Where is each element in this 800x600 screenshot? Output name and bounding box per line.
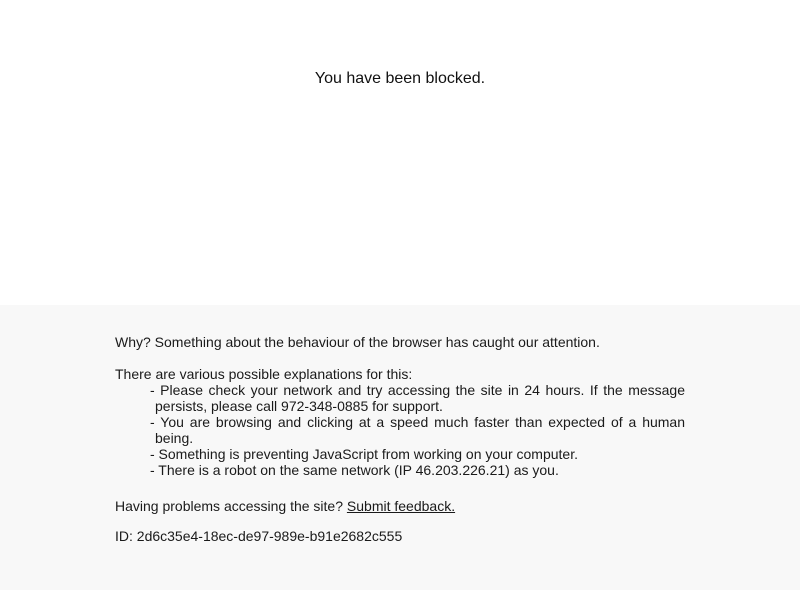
submit-feedback-link[interactable]: Submit feedback. (346, 498, 456, 514)
details-panel (0, 305, 800, 590)
reason-item: - There is a robot on the same network (IP 46.203.226.21) as you. (150, 462, 559, 478)
why-text: Why? Something about the behaviour of the browser has caught our attention. (115, 334, 600, 350)
problems-line (115, 498, 685, 514)
reason-item: - Please check your network and try accessing the site in 24 hours. If the message persists, please call 972-348-0885 for support. (150, 382, 685, 414)
id-line (115, 528, 685, 544)
id-label: ID: (115, 528, 133, 544)
id-value: 2d6c35e4-18ec-de97-989e-b91e2682c555 (136, 528, 403, 544)
explanations-intro: There are various possible explanations for this: (115, 366, 413, 382)
reasons-list (115, 382, 685, 478)
reason-item: - Something is preventing JavaScript from working on your computer. (150, 446, 578, 462)
page-title: You have been blocked. (314, 70, 486, 87)
details-content (115, 334, 685, 544)
reason-item: - You are browsing and clicking at a speed much faster than expected of a human being. (150, 414, 685, 446)
problems-text: Having problems accessing the site? (115, 498, 344, 514)
